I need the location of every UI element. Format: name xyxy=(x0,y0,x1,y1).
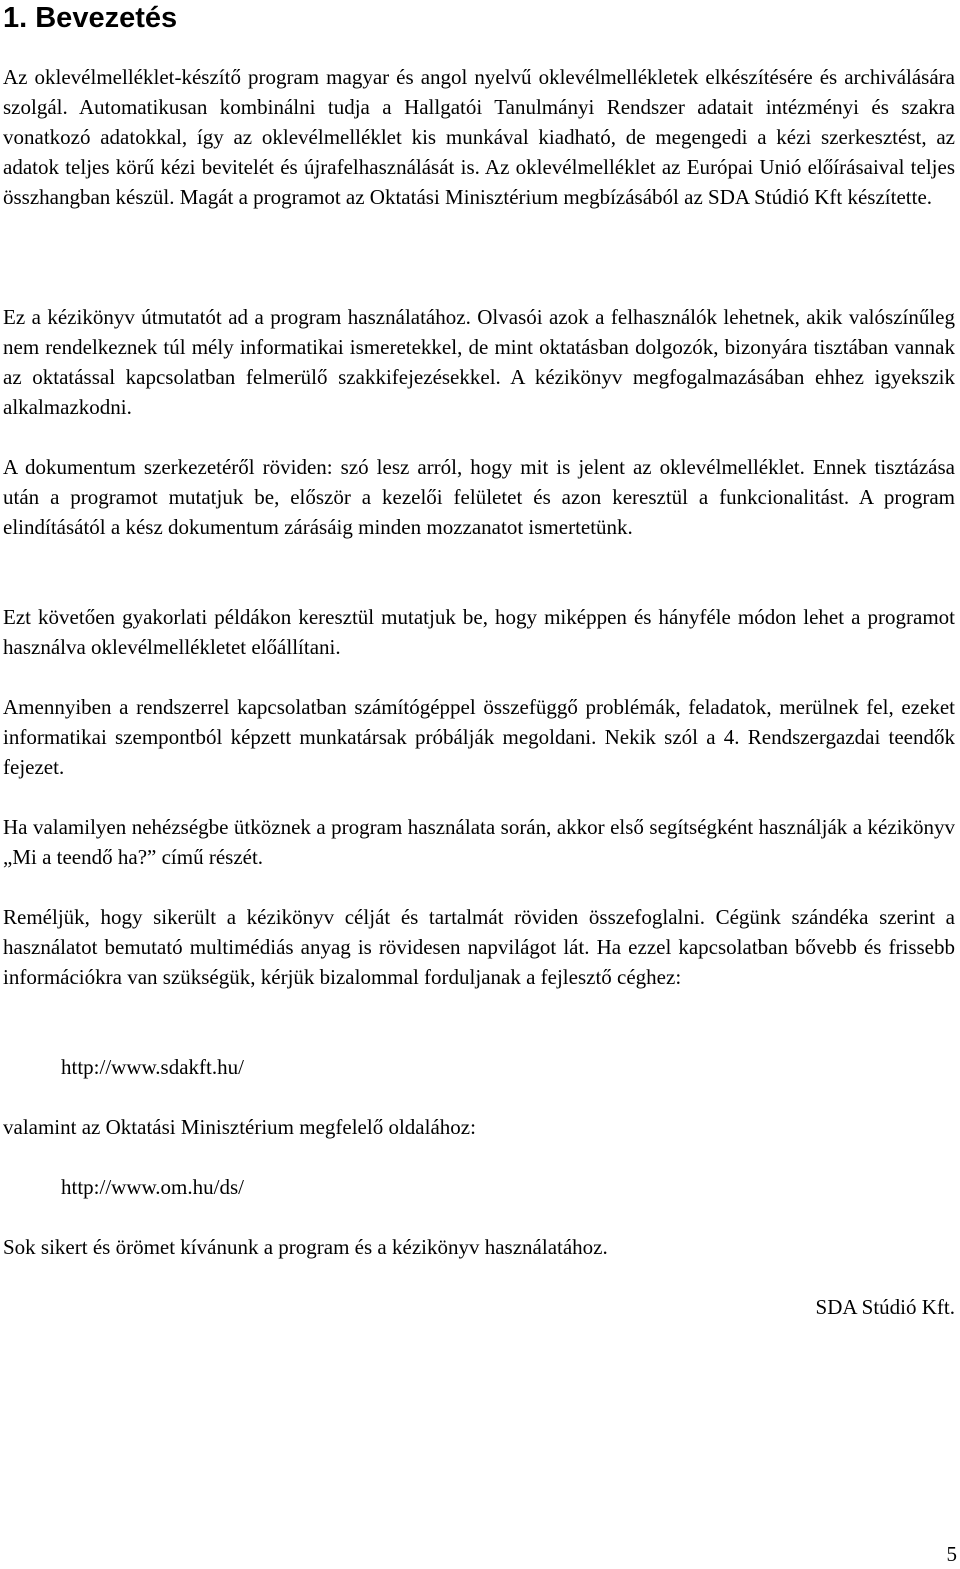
om-url-link[interactable]: http://www.om.hu/ds/ xyxy=(61,1175,244,1199)
summary-paragraph: Reméljük, hogy sikerült a kézikönyv célját és tartalmát röviden összefoglalni. Cégünk szándéka szerint a használatot bemutató multimédiás anyag is rövidesen napvilágot lát. Ha ezzel kapcsolatban bővebb és frissebb információkra van szükségük, kérjük bizalommal forduljanak a fejlesztő céghez: xyxy=(3,905,955,989)
page-number: 5 xyxy=(946,1542,957,1566)
examples-paragraph: Ezt követően gyakorlati példákon keresztül mutatjuk be, hogy miképpen és hányféle módon lehet a programot használva oklevélmellékletet előállítani. xyxy=(3,605,955,659)
admin-paragraph: Amennyiben a rendszerrel kapcsolatban számítógéppel összefüggő problémák, feladatok, merülnek fel, ezeket informatikai szempontból képzett munkatársak próbálják megoldani. Nekik szól a 4. Rendszergazdai teendők fejezet. xyxy=(3,695,955,779)
signature: SDA Stúdió Kft. xyxy=(815,1295,955,1319)
ministry-paragraph: valamint az Oktatási Minisztérium megfelelő oldalához: xyxy=(3,1115,476,1139)
structure-paragraph: A dokumentum szerkezetéről röviden: szó lesz arról, hogy mit is jelent az oklevélmelléklet. Ennek tisztázása után a programot mutatjuk be, először a kezelői felületet és azon keresztül a funkcionalitást. A program elindításától a kész dokumentum zárásáig minden mozzanatot ismertetünk. xyxy=(3,455,955,539)
intro-paragraph: Az oklevélmelléklet-készítő program magyar és angol nyelvű oklevélmellékletek elkészítésére és archiválására szolgál. Automatikusan kombinálni tudja a Hallgatói Tanulmányi Rendszer adatait intézményi és szakra vonatkozó adatokkal, így az oklevélmelléklet kis munkával kiadható, de megengedi a kézi szerkesztést, az adatok teljes körű kézi bevitelét és újrafelhasználását is. Az oklevélmelléklet az Európai Unió előírásaival teljes összhangban készül. Magát a programot az Oktatási Minisztérium megbízásából az SDA Stúdió Kft készítette. xyxy=(3,65,955,209)
closing-paragraph: Sok sikert és örömet kívánunk a program és a kézikönyv használatához. xyxy=(3,1235,608,1259)
sda-url-link[interactable]: http://www.sdakft.hu/ xyxy=(61,1055,244,1079)
audience-paragraph: Ez a kézikönyv útmutatót ad a program használatához. Olvasói azok a felhasználók lehetnek, akik valószínűleg nem rendelkeznek túl mély informatikai ismeretekkel, de mint oktatásban dolgozók, bizonyára tisztában vannak az oktatással kapcsolatban felmerülő szakkifejezésekkel. A kézikönyv megfogalmazásában ehhez igyekszik alkalmazkodni. xyxy=(3,305,955,419)
help-paragraph: Ha valamilyen nehézségbe ütköznek a program használata során, akkor első segítségként használják a kézikönyv „Mi a teendő ha?” című részét. xyxy=(3,815,955,869)
section-heading: 1. Bevezetés xyxy=(3,2,178,34)
